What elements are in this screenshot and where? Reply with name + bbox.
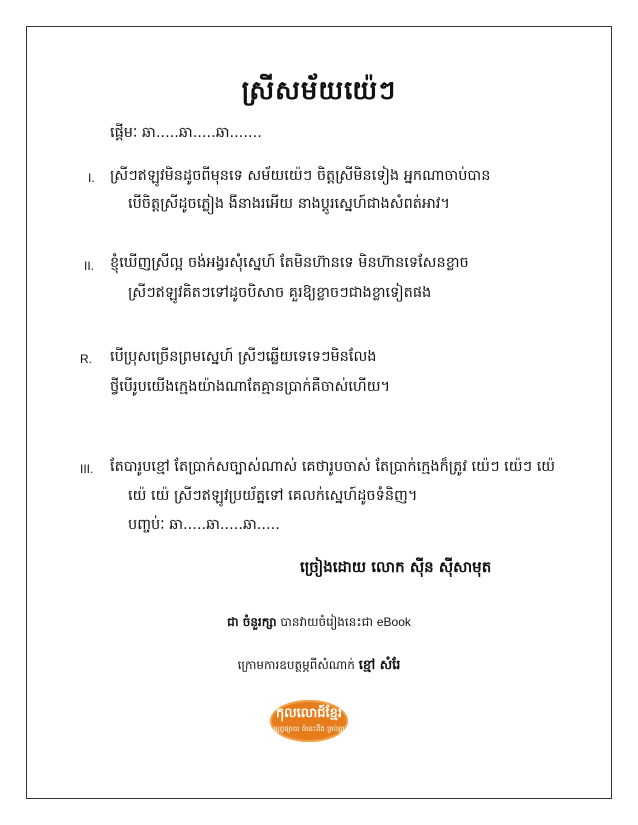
singer-credit: ច្រៀងដោយ លោក ស៊ីន ស៊ីសាមុត — [300, 558, 492, 576]
sponsor-text: ក្រោមការឧបត្ថម្ភពីសំណាក់ — [237, 658, 355, 672]
verse-line: តែបារូបខ្មៅ តែប្រាក់សច្បាស់ណាស់ គេថារូបចាស់ តែប្រាក់ក្មេងក៏ត្រូវ យ៉េៗ យ៉េៗ យ៉េ — [110, 459, 556, 475]
ebook-label: eBook — [376, 615, 411, 629]
song-title: ស្រីសម័យយ៉េៗ — [241, 76, 397, 106]
verse-line: ស្រីៗឥឡូវមិនដូចពីមុនទេ សម័យយ៉េៗ ចិត្តស្រីមិនទៀង អ្នកណាចាប់បាន — [110, 168, 491, 184]
logo-tagline: ផ្សព្វផ្សាយ ចំនេះដឹង គ្រប់គ្នា — [273, 725, 345, 733]
verse-line: បើប្រុសច្រើនព្រមស្នេហ៍ ស្រីៗឆ្លើយទេទេៗមិនលែង — [110, 349, 377, 365]
verse-marker: II. — [84, 259, 95, 273]
typist-text: បានវាយចំរៀងនេះជា — [280, 615, 374, 629]
closing-line: បញ្ចប់ៈ ឆា.....ឆា.....ឆា..... — [128, 517, 280, 533]
logo-title: កុលលោជ៍ខ្មែរ — [275, 706, 342, 721]
verse-marker: III. — [80, 462, 94, 476]
verse-marker: I. — [88, 171, 95, 185]
verse-line: ស្រីៗឥឡូវគិតៗទៅដូចបិសាច គួរឱ្យខ្លាចៗជាងខ្លាទៀតផង — [128, 285, 432, 301]
typist-name: ជា ចំនួរក្សា — [227, 615, 277, 629]
khmer-logo — [270, 700, 348, 742]
opening-line: ផ្តើមៈ ឆា.....ឆា.....ឆា....... — [110, 125, 262, 141]
refrain-marker: R. — [80, 352, 92, 366]
verse-line: ថ្វីបើរូបយើងក្មេងយ៉ាងណាតែគ្មានប្រាក់គឺចាស់ហើយ។ — [110, 379, 391, 395]
sponsor-name: ខ្មៅ សំរែ — [358, 658, 401, 673]
verse-line: បើចិត្តស្រីដូចភ្លៀង ងីនាងរអើយ នាងប្តូរស្នេហ៍ជាងសំពត់អាវ។ — [128, 196, 450, 212]
verse-line: ខ្ញុំឃើញស្រីល្អ ចង់អង្វរសុំស្នេហ៍ តែមិនហ៊ានទេ មិនហ៊ានទេសែនខ្លាច — [110, 255, 469, 271]
sponsor-credit — [0, 657, 638, 676]
typist-credit — [0, 614, 638, 632]
verse-line: យ៉េ យ៉េ ស្រីៗឥឡូវប្រយ័ត្នទៅ គេលក់ស្នេហ៍ដូចទំនិញ។ — [128, 488, 418, 504]
